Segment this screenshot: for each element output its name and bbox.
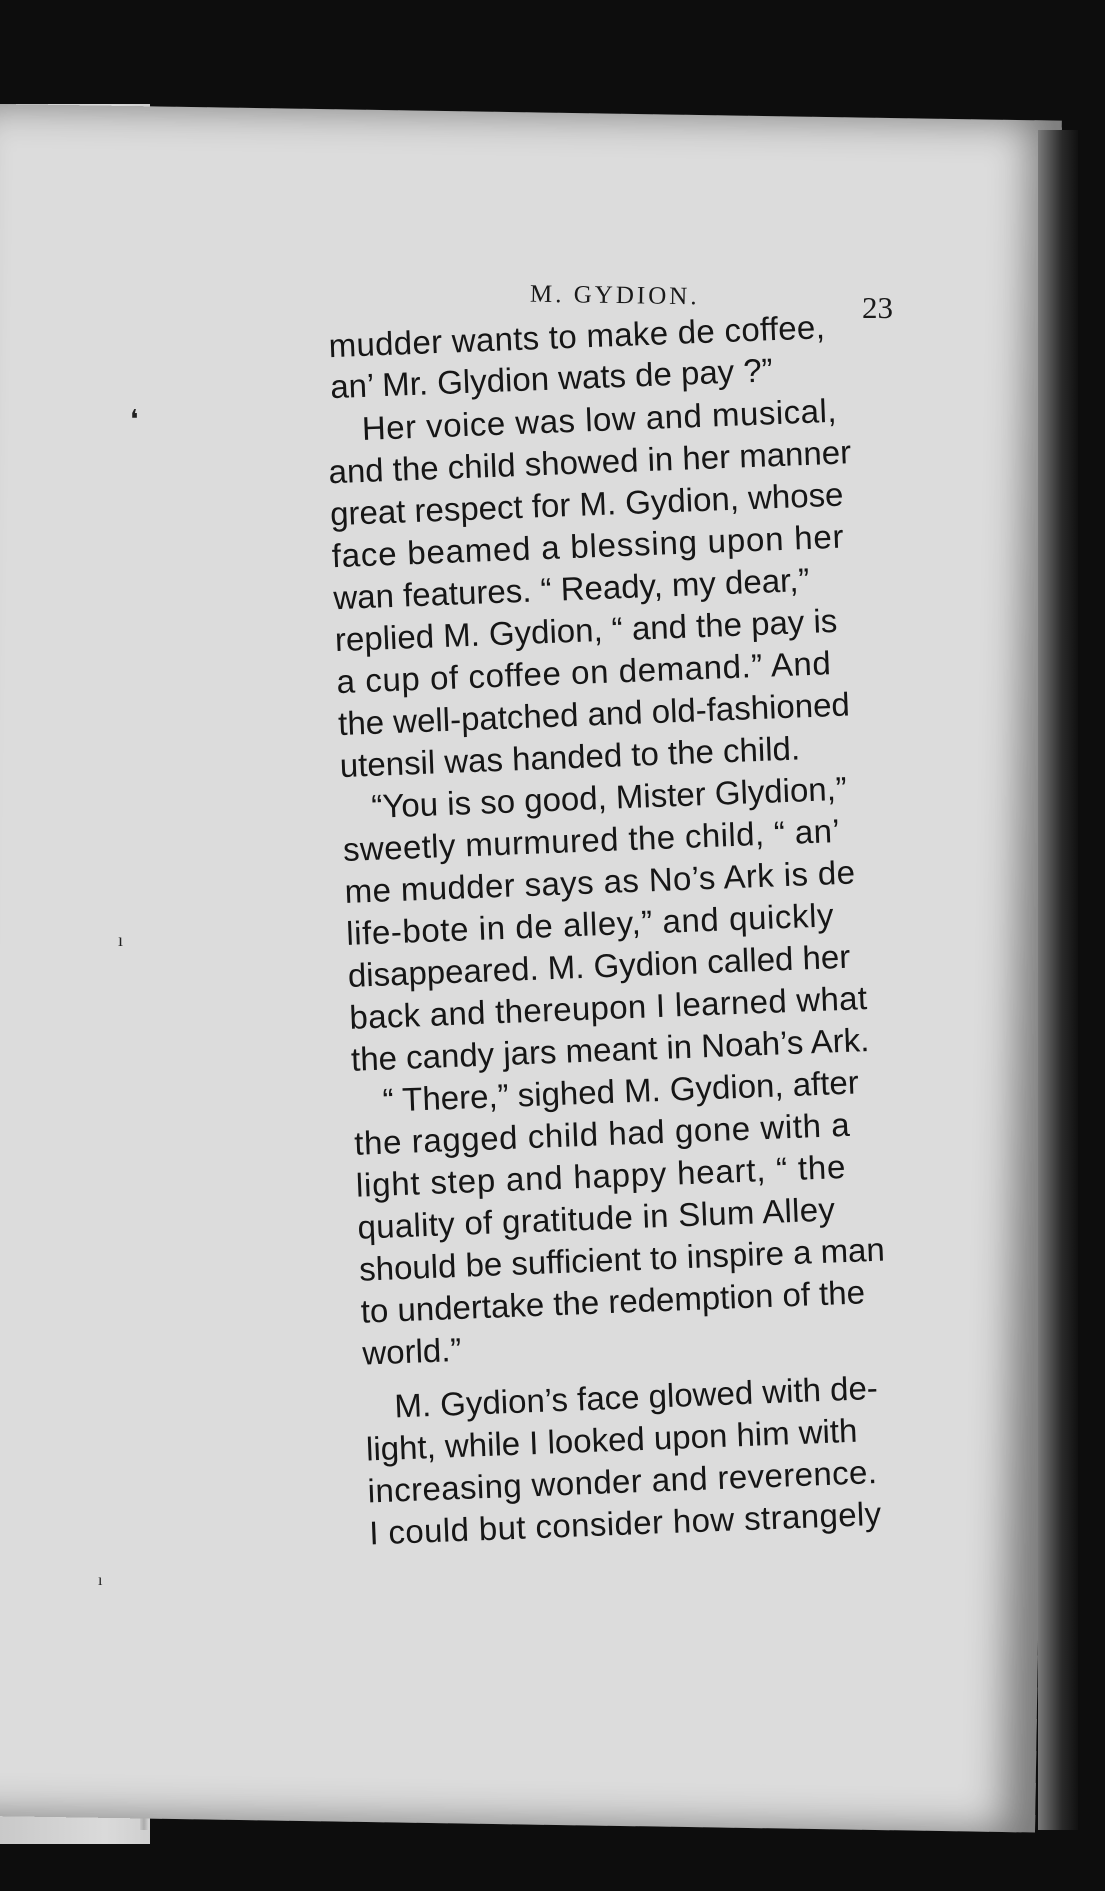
text-line: and the child showed in her manner — [327, 433, 852, 491]
text-line: the candy jars meant in Noah’s Ark. — [350, 1020, 870, 1078]
text-line: light, while I looked upon him with — [365, 1411, 859, 1468]
text-line: world.” — [361, 1330, 463, 1372]
text-line: disappeared. M. Gydion called her — [347, 937, 851, 994]
text-line: M. Gydion’s face glowed with de- — [393, 1368, 879, 1425]
text-line: utensil was handed to the child. — [339, 729, 801, 785]
margin-mark: ı — [118, 930, 124, 950]
text-line: “ There,” sighed M. Gydion, after — [381, 1063, 860, 1119]
text-line: face beamed a blessing upon her — [331, 517, 845, 575]
text-line: light step and happy heart, “ the — [355, 1147, 847, 1204]
running-title: M. GYDION. — [529, 280, 700, 311]
text-line: wan features. “ Ready, my dear,” — [332, 560, 810, 617]
text-line: an’ Mr. Glydion wats de pay ?” — [329, 351, 774, 406]
text-line: replied M. Gydion, “ and the pay is — [334, 601, 838, 659]
text-line: a cup of coffee on demand.” And — [335, 644, 832, 701]
text-line: should be sufficient to inspire a man — [358, 1230, 886, 1288]
text-line: to undertake the redemption of the — [360, 1273, 866, 1330]
text-line: the well-patched and old-fashioned — [337, 685, 851, 743]
margin-mark: ❛ — [130, 405, 139, 434]
text-line: me mudder says as No’s Ark is de — [343, 853, 857, 910]
text-line: “You is so good, Mister Glydion,” — [370, 769, 848, 825]
page-number: 23 — [862, 290, 893, 325]
text-line: back and thereupon I learned what — [348, 979, 868, 1036]
text-line: life-bote in de alley,” and quickly — [345, 896, 835, 952]
text-line: the ragged child had gone with a — [353, 1105, 851, 1162]
right-page-edge — [1038, 130, 1078, 1830]
text-line: great respect for M. Gydion, whose — [329, 475, 845, 533]
text-line: Her voice was low and musical, — [361, 391, 838, 447]
text-line: sweetly murmured the child, “ an’ — [342, 811, 841, 869]
text-line: mudder wants to make de coffee, — [327, 308, 826, 365]
text-line: increasing wonder and reverence. — [366, 1453, 878, 1510]
text-line: quality of gratitude in Slum Alley — [356, 1190, 836, 1246]
margin-mark: ı — [98, 1572, 103, 1589]
text-line: I could but consider how strangely — [368, 1494, 883, 1552]
